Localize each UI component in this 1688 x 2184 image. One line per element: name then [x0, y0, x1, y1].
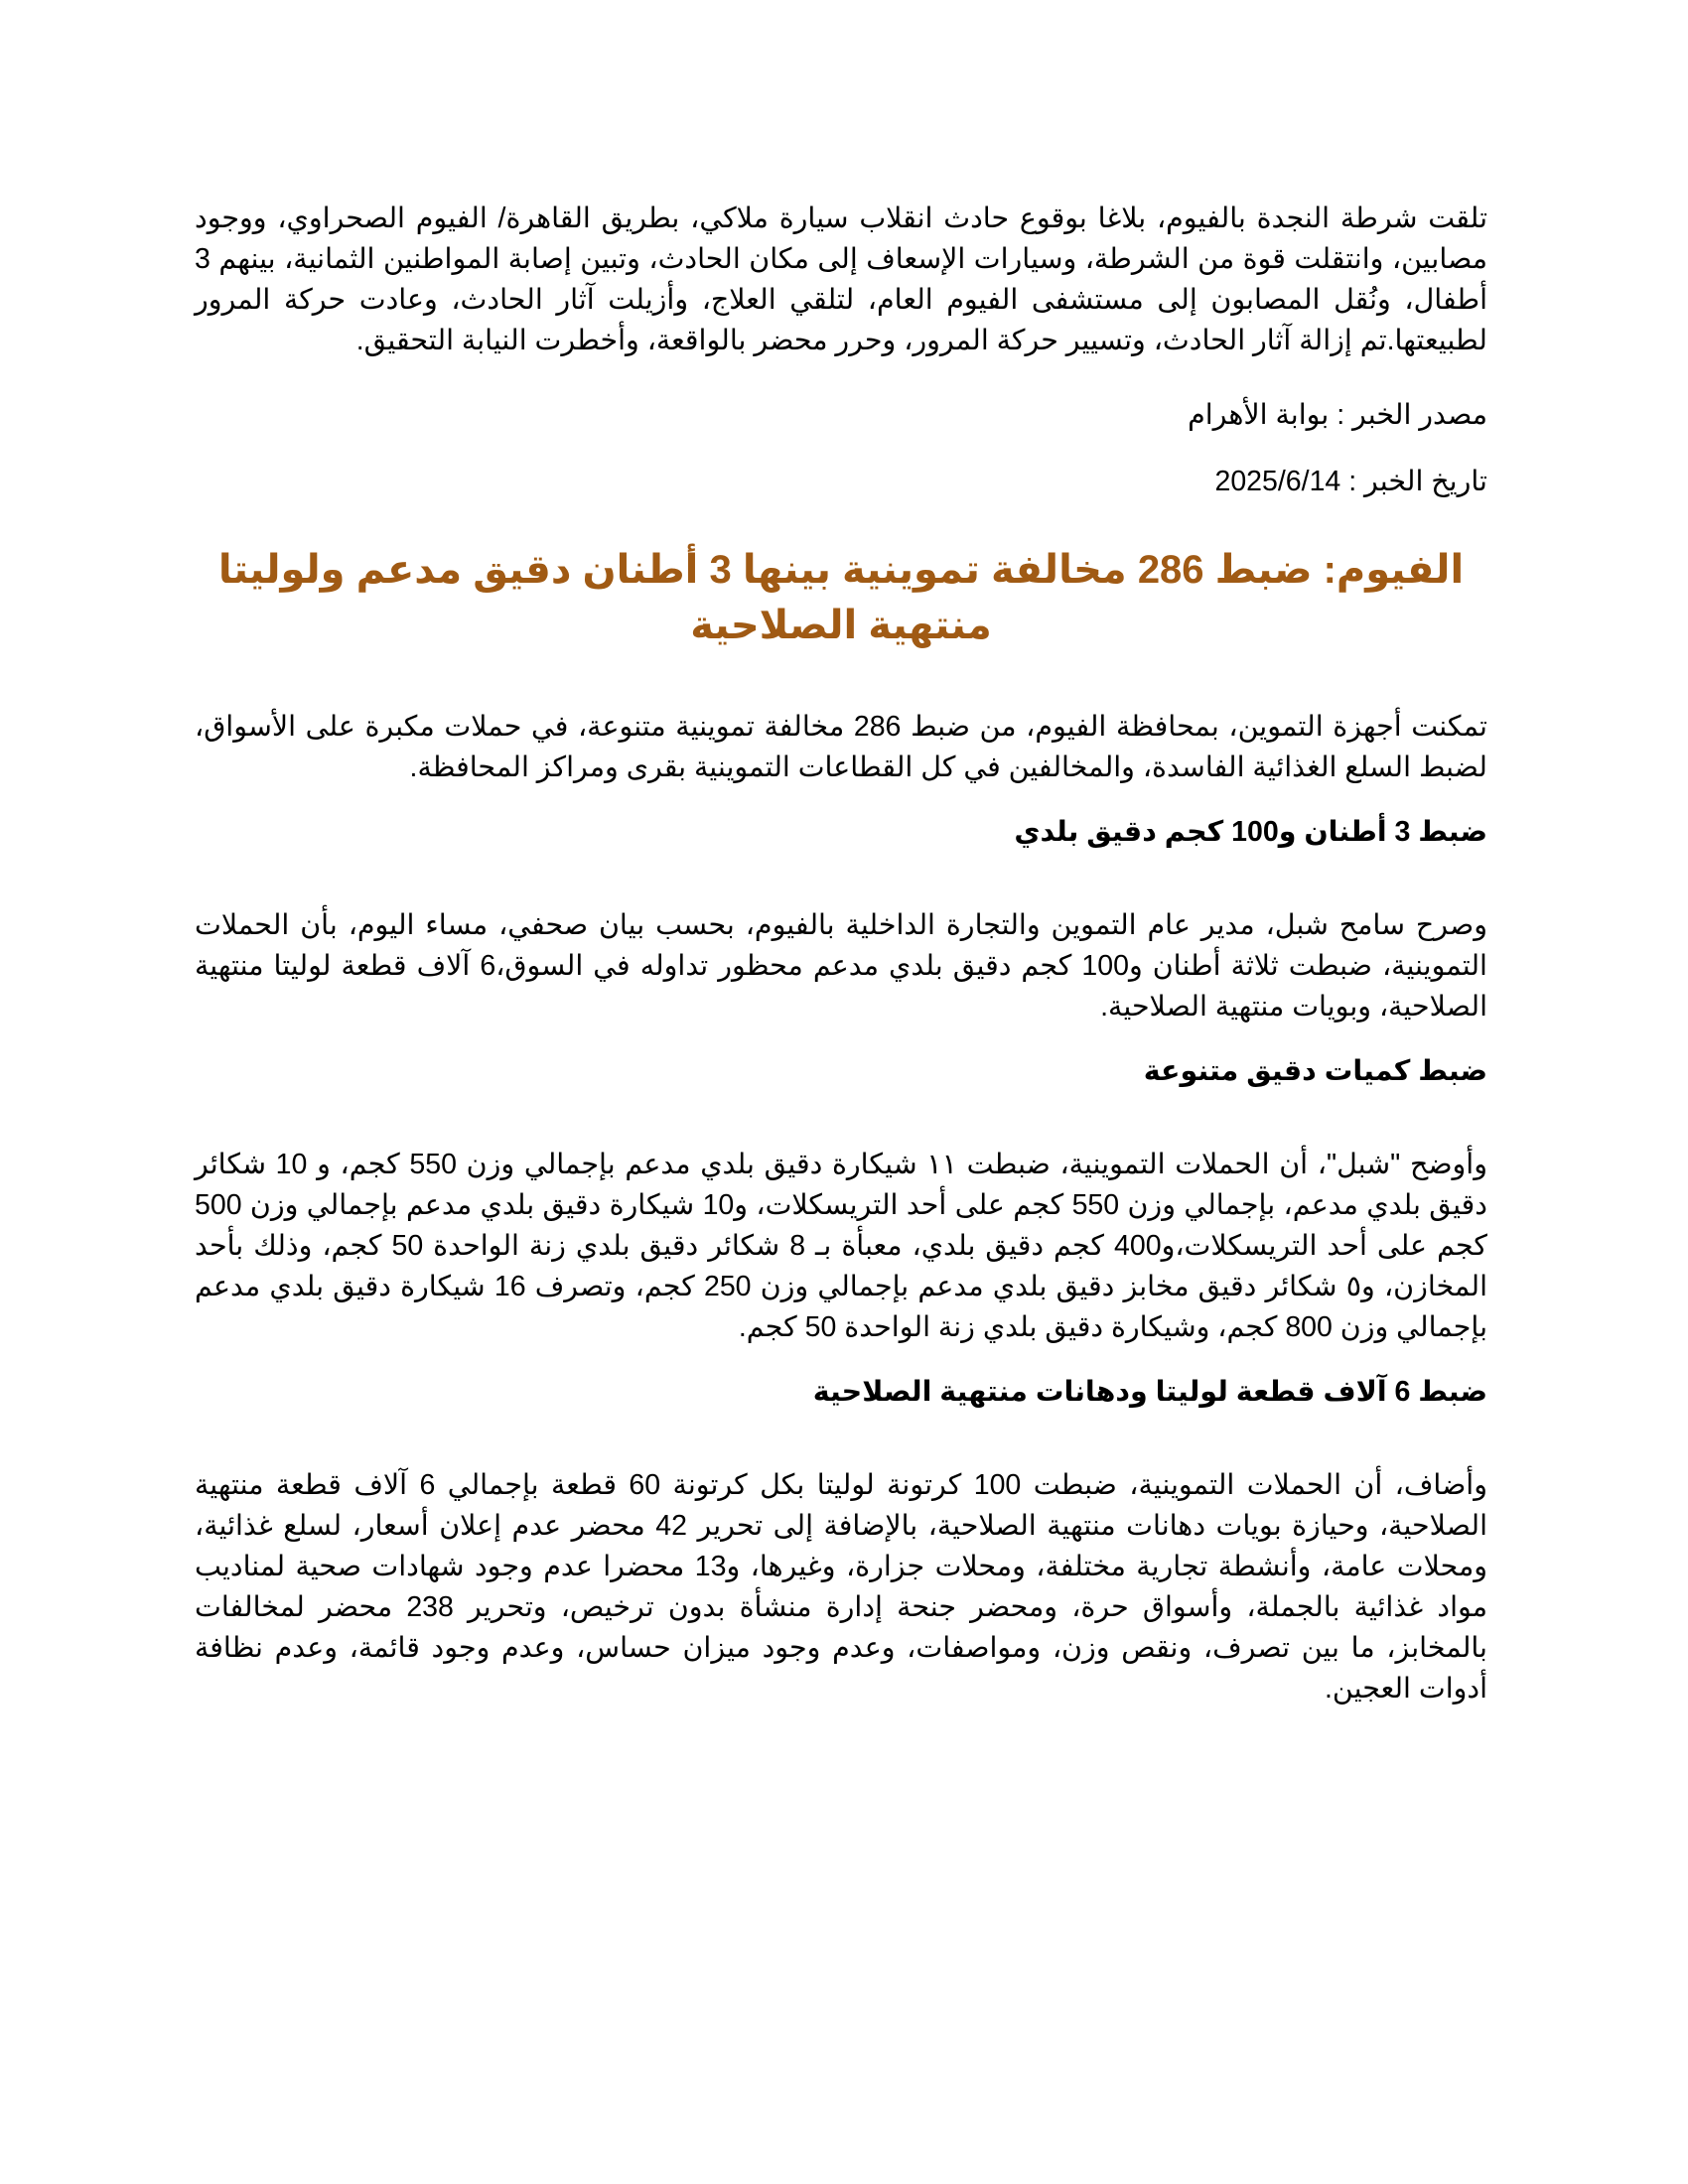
section-heading-flour-quantities: ضبط كميات دقيق متنوعة [1143, 1055, 1487, 1087]
article1-body: تلقت شرطة النجدة بالفيوم، بلاغا بوقوع حادث انقلاب سيارة ملاكي، بطريق القاهرة/ الفيوم الصحراوي، ووجود مصابين، وانتقلت قوة من الشرطة، وسيارات الإسعاف إلى مكان الحادث، وتبين إصابة المواطنين الثمانية، بينهم 3 أطفال، ونُقل المصابون إلى مستشفى الفيوم العام، لتلقي العلاج، وأزيلت آثار الحادث، وعادت حركة المرور لطبيعتها.تم إزالة آثار الحادث، وتسيير حركة المرور، وحرر محضر بالواقعة، وأخطرت النيابة التحقيق. [195, 203, 1487, 356]
section-heading-lolita-paints: ضبط 6 آلاف قطعة لوليتا ودهانات منتهية الصلاحية [812, 1376, 1487, 1408]
section-heading-flour-tons: ضبط 3 أطنان و100 كجم دقيق بلدي [1014, 816, 1487, 848]
document-page [195, 199, 1487, 1709]
article2-intro: تمكنت أجهزة التموين، بمحافظة الفيوم، من ضبط 286 مخالفة تموينية متنوعة، في حملات مكبرة على الأسواق، لضبط السلع الغذائية الفاسدة، والمخالفين في كل القطاعات التموينية بقرى ومراكز المحافظة. [195, 711, 1487, 783]
article2-headline: الفيوم: ضبط 286 مخالفة تموينية بينها 3 أطنان دقيق مدعم ولوليتا منتهية الصلاحية [217, 548, 1465, 647]
section-text-lolita-paints: وأضاف، أن الحملات التموينية، ضبطت 100 كرتونة لوليتا بكل كرتونة 60 قطعة بإجمالي 6 آلاف قطعة منتهية الصلاحية، وحيازة بويات دهانات منتهية الصلاحية، بالإضافة إلى تحرير 42 محضر عدم إعلان أسعار، لسلع غذائية، ومحلات عامة، وأنشطة تجارية مختلفة، ومحلات جزارة، وغيرها، و13 محضرا عدم وجود شهادات صحية لمناديب مواد غذائية بالجملة، وأسواق حرة، ومحضر جنحة إدارة منشأة بدون ترخيص، وتحرير 238 محضر لمخالفات بالمخابز، ما بين تصرف، ونقص وزن، ومواصفات، وعدم وجود ميزان حساس، وعدم وجود قائمة، وعدم نظافة أدوات العجين. [195, 1469, 1487, 1705]
news-source: مصدر الخبر : بوابة الأهرام [1188, 399, 1487, 431]
section-text-flour-tons: وصرح سامح شبل، مدير عام التموين والتجارة الداخلية بالفيوم، بحسب بيان صحفي، مساء اليوم، بأن الحملات التموينية، ضبطت ثلاثة أطنان و100 كجم دقيق بلدي مدعم محظور تداوله في السوق،6 آلاف قطعة لوليتا منتهية الصلاحية، وبويات منتهية الصلاحية. [195, 909, 1487, 1023]
section-text-flour-quantities: وأوضح "شبل"، أن الحملات التموينية، ضبطت ١١ شيكارة دقيق بلدي مدعم بإجمالي وزن 550 كجم، و 10 شكائر دقيق بلدي مدعم، بإجمالي وزن 550 كجم على أحد التريسكلات، و10 شيكارة دقيق بلدي مدعم بإجمالي وزن 500 كجم على أحد التريسكلات،و400 كجم دقيق بلدي، معبأة بـ 8 شكائر دقيق بلدي زنة الواحدة 50 كجم، وذلك بأحد المخازن، و٥ شكائر دقيق مخابز دقيق بلدي مدعم بإجمالي وزن 250 كجم، وتصرف 16 شيكارة دقيق بلدي مدعم بإجمالي وزن 800 كجم، وشيكارة دقيق بلدي زنة الواحدة 50 كجم. [195, 1149, 1488, 1343]
news-date: تاريخ الخبر : 2025/6/14 [1214, 466, 1487, 497]
